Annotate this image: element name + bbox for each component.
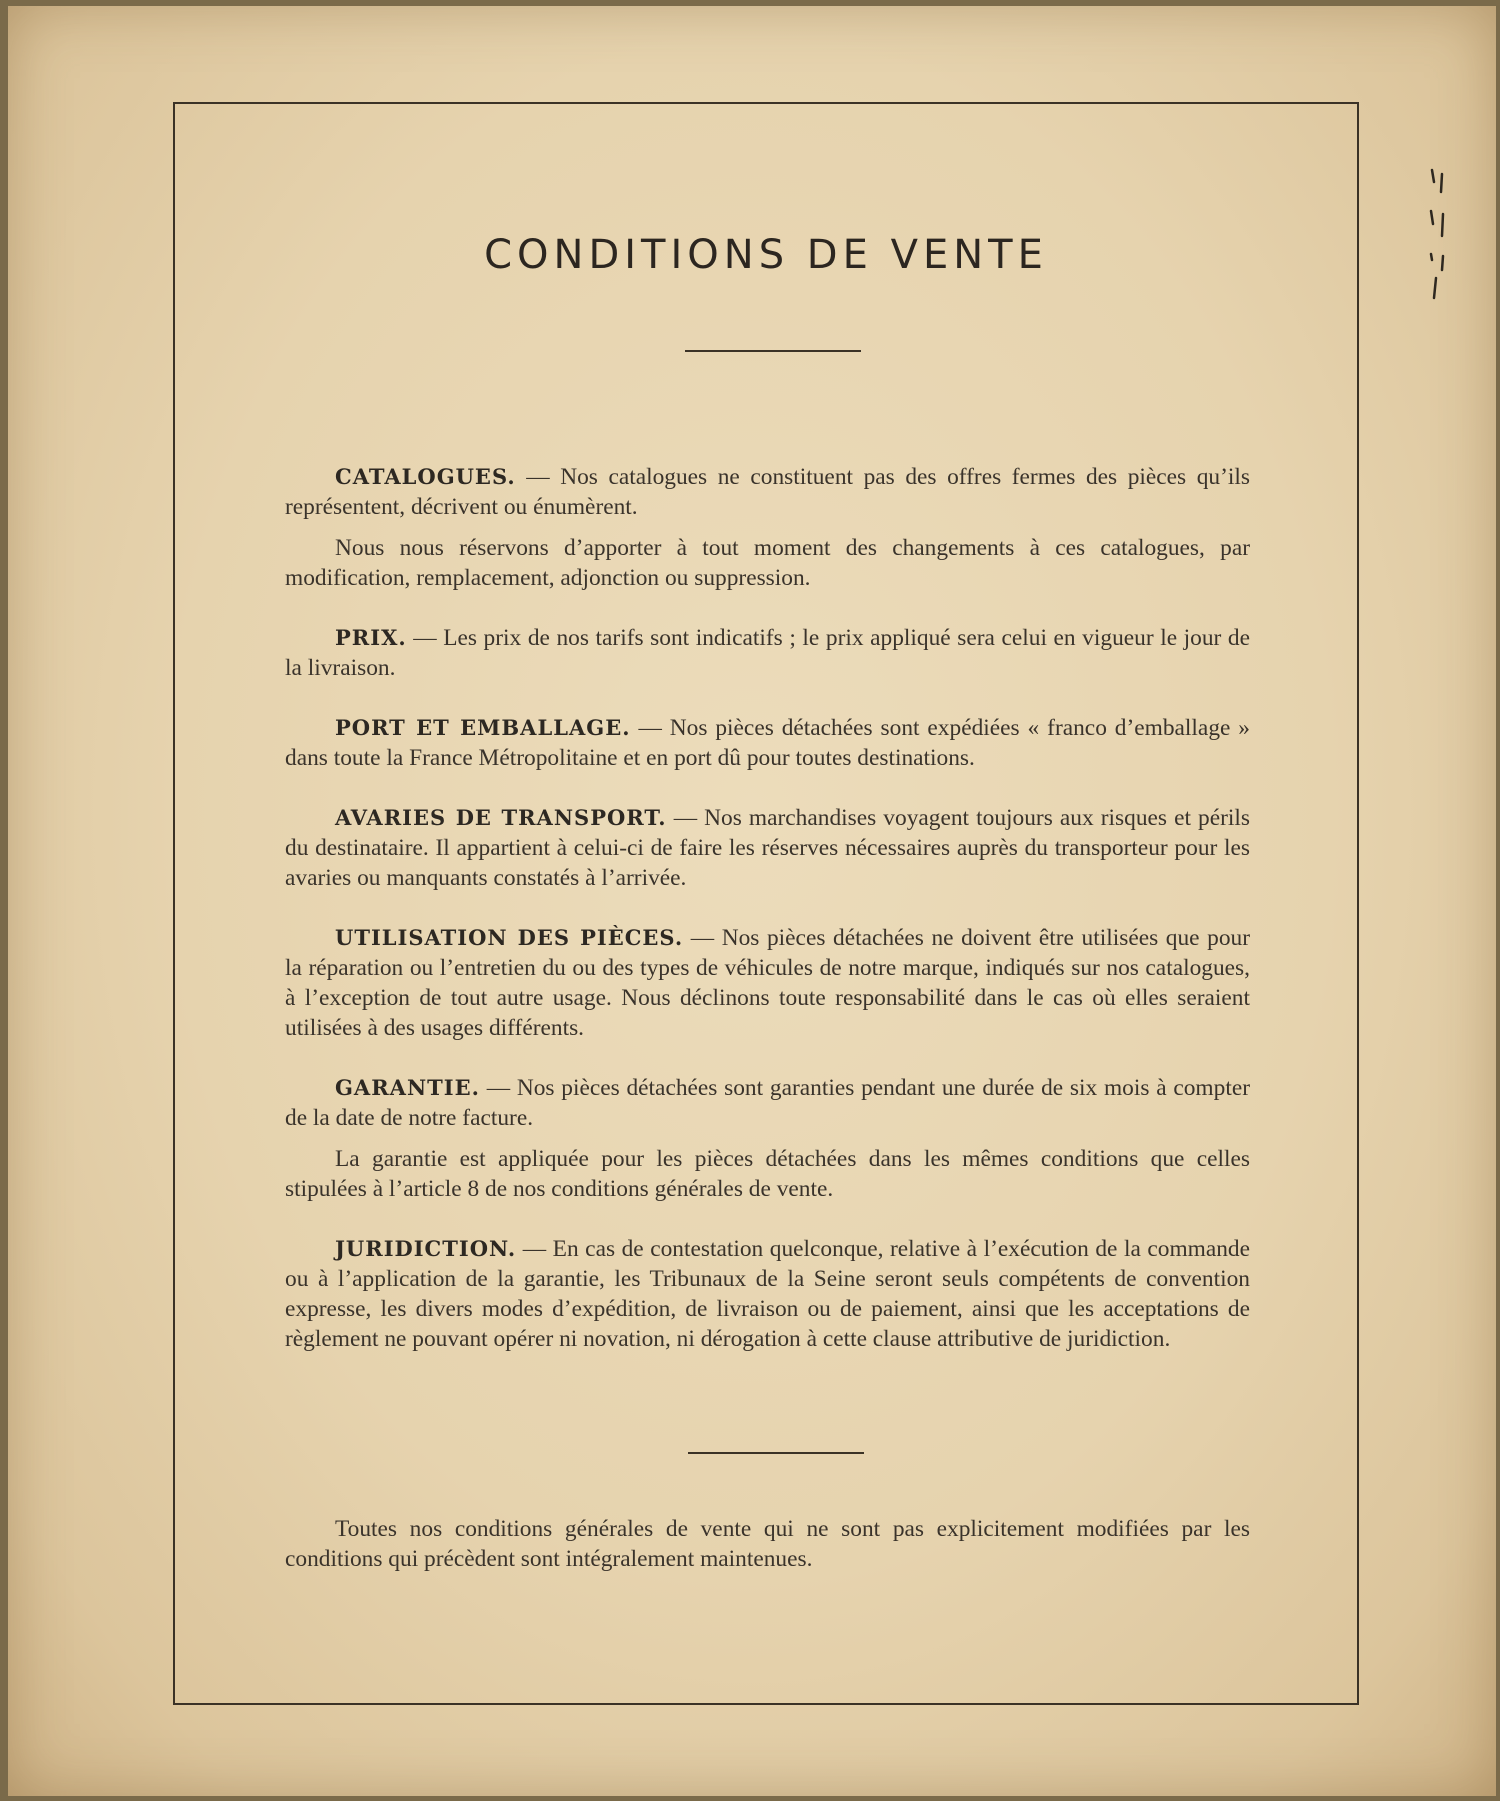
document-frame	[173, 102, 1359, 1705]
heading-utilisation: UTILISATION DES PIÈCES.	[335, 925, 684, 950]
text-juridiction: — En cas de contestation quelconque, relative à l’exécution de la commande ou à l’application de la garantie, les Tribunaux de la Seine seront seuls compétents de convention expresse, les divers modes d’expédition, de livraison ou de paiement, ainsi que les acceptations de règlement ne pouvant opérer ni novation, ni dérogation à cette clause attributive de juridiction.	[285, 1236, 1250, 1352]
paragraph-avaries	[285, 803, 1250, 893]
page-title: CONDITIONS DE VENTE	[484, 232, 1048, 278]
paragraph-juridiction	[285, 1234, 1250, 1354]
text-avaries: — Nos marchandises voyagent toujours aux risques et périls du destinataire. Il appartient à celui-ci de faire les réserves nécessaires auprès du transporteur pour les avaries ou manquants constatés à l’arrivée.	[285, 805, 1250, 891]
text-port-emballage: — Nos pièces détachées sont expédiées « franco d’emballage » dans toute la France Métropolitaine et en port dû pour toutes destinations.	[285, 715, 1250, 771]
text-catalogues: — Nos catalogues ne constituent pas des offres fermes des pièces qu’ils représentent, décrivent ou énumèrent.	[285, 464, 1250, 520]
heading-prix: PRIX.	[335, 625, 407, 650]
closing-note	[285, 1514, 1250, 1574]
text-catalogues-2: Nous nous réservons d’apporter à tout moment des changements à ces catalogues, par modification, remplacement, adjonction ou suppression.	[285, 535, 1250, 591]
heading-port-emballage: PORT ET EMBALLAGE.	[335, 715, 631, 740]
title-divider	[685, 350, 861, 352]
text-utilisation: — Nos pièces détachées ne doivent être utilisées que pour la réparation ou l’entretien du ou des types de véhicules de notre marque, indiqués sur nos catalogues, à l’exception de tout autre usage. Nous déclinons toute responsabilité dans le cas où elles seraient utilisées à des usages différents.	[285, 925, 1250, 1041]
heading-avaries: AVARIES DE TRANSPORT.	[335, 805, 667, 830]
closing-divider	[688, 1452, 864, 1454]
text-garantie: — Nos pièces détachées sont garanties pendant une durée de six mois à compter de la date de notre facture.	[285, 1075, 1250, 1131]
paragraph-catalogues	[285, 462, 1250, 522]
heading-juridiction: JURIDICTION.	[335, 1236, 517, 1261]
paper-sheet	[8, 6, 1496, 1796]
paragraph-utilisation	[285, 923, 1250, 1043]
heading-catalogues: CATALOGUES.	[335, 464, 516, 489]
text-prix: — Les prix de nos tarifs sont indicatifs ; le prix appliqué sera celui en vigueur le jour de la livraison.	[285, 625, 1250, 681]
margin-marks	[1426, 166, 1476, 316]
paragraph-catalogues-2	[285, 533, 1250, 593]
heading-garantie: GARANTIE.	[335, 1075, 480, 1100]
text-garantie-2: La garantie est appliquée pour les pièces détachées dans les mêmes conditions que celles stipulées à l’article 8 de nos conditions générales de vente.	[285, 1146, 1250, 1202]
paragraph-port-emballage	[285, 713, 1250, 773]
paragraph-garantie	[285, 1073, 1250, 1133]
paragraph-prix	[285, 623, 1250, 683]
closing-paragraph: Toutes nos conditions générales de vente qui ne sont pas explicitement modifiées par les conditions qui précèdent sont intégralement maintenues.	[285, 1516, 1250, 1572]
paragraph-garantie-2	[285, 1144, 1250, 1204]
conditions-body	[285, 462, 1250, 1354]
